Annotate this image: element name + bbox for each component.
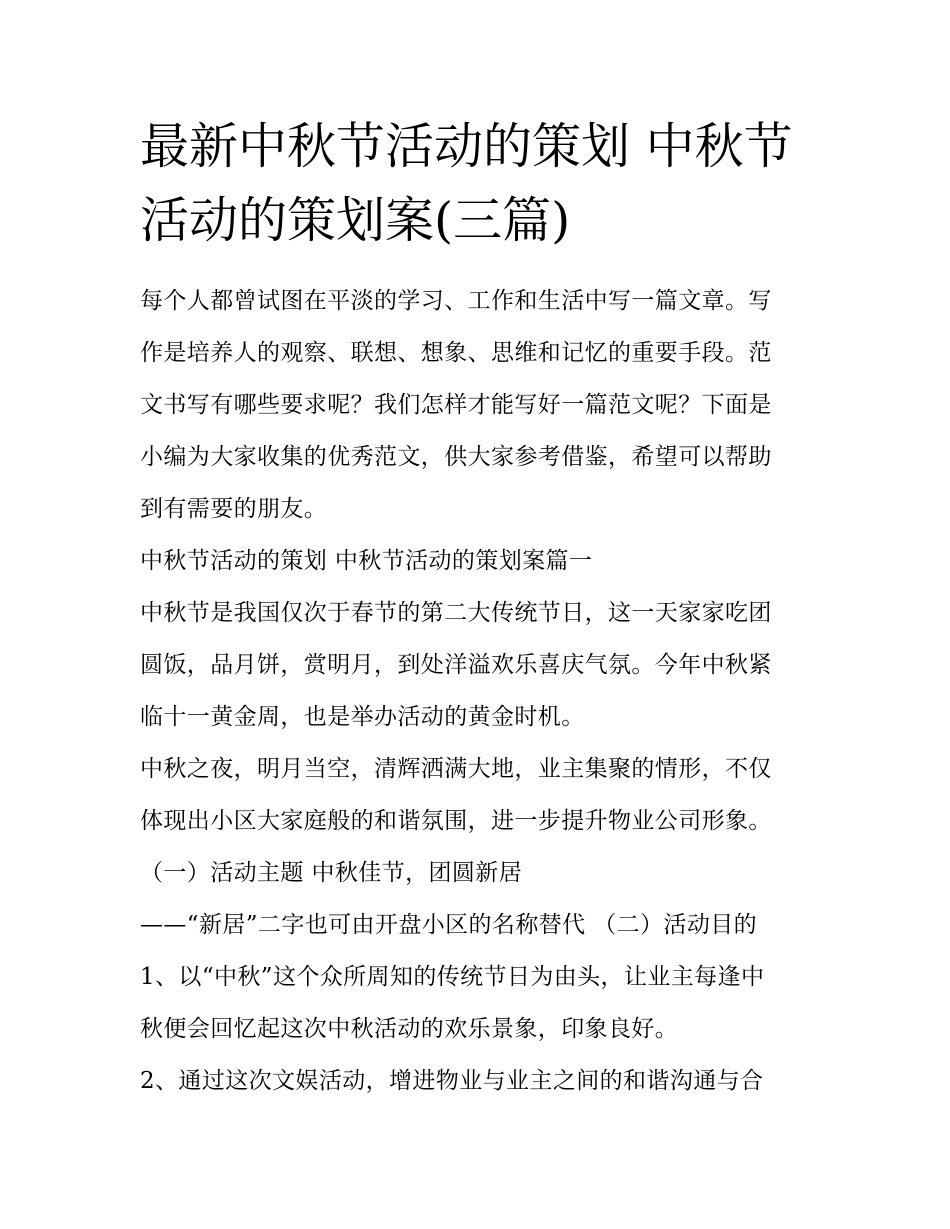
section-heading: 中秋节活动的策划 中秋节活动的策划案篇一 [140,548,593,574]
body-line: 每个人都曾试图在平淡的学习、工作和生活中写一篇文章。写 [140,288,772,314]
body-line: 到有需要的朋友。 [140,496,328,522]
body-line: 圆饭，品月饼，赏明月，到处洋溢欢乐喜庆气氛。今年中秋紧 [140,652,772,678]
body-line: 作是培养人的观察、联想、想象、思维和记忆的重要手段。范 [140,340,772,366]
document-title [140,110,840,258]
body-line: 2、通过这次文娱活动，增进物业与业主之间的和谐沟通与合 [140,1068,764,1094]
title-line: 最新中秋节活动的策划 中秋节 [140,118,793,175]
body-line: （一）活动主题 中秋佳节，团圆新居 [140,860,523,886]
body-line: 秋便会回忆起这次中秋活动的欢乐景象，印象良好。 [140,1016,679,1042]
body-line: 小编为大家收集的优秀范文，供大家参考借鉴，希望可以帮助 [140,444,772,470]
body-line: 文书写有哪些要求呢？我们怎样才能写好一篇范文呢？下面是 [140,392,772,418]
body-line: ——“新居”二字也可由开盘小区的名称替代 （二）活动目的 [140,912,758,938]
body-line: 1、以“中秋”这个众所周知的传统节日为由头，让业主每逢中 [140,964,765,990]
title-line: 活动的策划案(三篇) [140,192,571,249]
body-line: 体现出小区大家庭般的和谐氛围，进一步提升物业公司形象。 [140,808,772,834]
body-line: 中秋之夜，明月当空，清辉洒满大地，业主集聚的情形，不仅 [140,756,772,782]
document-body [140,275,830,1107]
body-line: 临十一黄金周，也是举办活动的黄金时机。 [140,704,585,730]
body-line: 中秋节是我国仅次于春节的第二大传统节日，这一天家家吃团 [140,600,772,626]
